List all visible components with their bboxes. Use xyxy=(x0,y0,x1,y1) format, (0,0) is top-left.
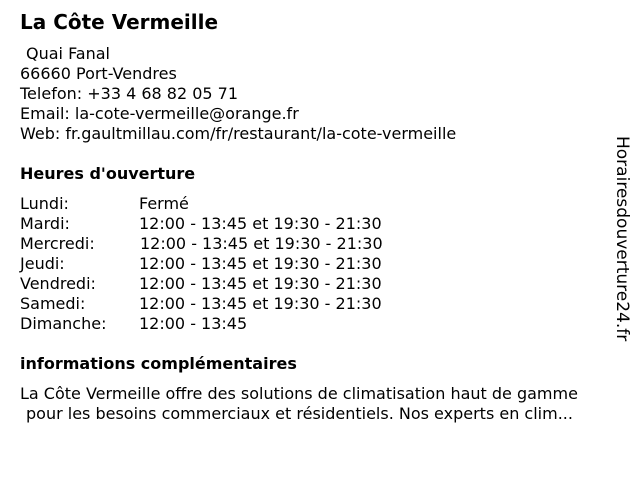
description-line: La Côte Vermeille offre des solutions de climatisation haut de gamme xyxy=(20,384,578,403)
hours-time: 12:00 - 13:45 et 19:30 - 21:30 xyxy=(139,254,382,273)
email-address: Email: la-cote-vermeille@orange.fr xyxy=(20,104,299,123)
hours-day: Mardi: xyxy=(20,214,70,233)
hours-time: Fermé xyxy=(139,194,189,213)
hours-time: 12:00 - 13:45 et 19:30 - 21:30 xyxy=(140,234,383,253)
site-watermark: Horairesdouverture24.fr xyxy=(612,136,632,342)
business-description xyxy=(20,384,578,424)
phone-number: Telefon: +33 4 68 82 05 71 xyxy=(20,84,239,103)
hours-time: 12:00 - 13:45 et 19:30 - 21:30 xyxy=(139,274,382,293)
hours-row-monday xyxy=(20,194,383,214)
address-street: Quai Fanal xyxy=(26,44,110,63)
contact-block xyxy=(20,44,456,144)
hours-row-tuesday xyxy=(20,214,383,234)
hours-day: Samedi: xyxy=(20,294,86,313)
hours-row-saturday xyxy=(20,294,383,314)
hours-day: Lundi: xyxy=(20,194,69,213)
hours-day: Vendredi: xyxy=(20,274,96,293)
hours-time: 12:00 - 13:45 et 19:30 - 21:30 xyxy=(139,294,382,313)
address-city: 66660 Port-Vendres xyxy=(20,64,177,83)
additional-info-heading: informations complémentaires xyxy=(20,354,297,373)
hours-row-wednesday xyxy=(20,234,383,254)
hours-day: Dimanche: xyxy=(20,314,107,333)
hours-row-thursday xyxy=(20,254,383,274)
hours-row-sunday xyxy=(20,314,383,334)
hours-time: 12:00 - 13:45 et 19:30 - 21:30 xyxy=(139,214,382,233)
description-line: pour les besoins commerciaux et résidentiels. Nos experts en clim... xyxy=(26,404,573,423)
hours-row-friday xyxy=(20,274,383,294)
opening-hours-table xyxy=(20,194,383,334)
opening-hours-heading: Heures d'ouverture xyxy=(20,164,196,183)
hours-day: Jeudi: xyxy=(20,254,65,273)
business-name: La Côte Vermeille xyxy=(20,10,219,34)
hours-time: 12:00 - 13:45 xyxy=(139,314,248,333)
website-url: Web: fr.gaultmillau.com/fr/restaurant/la-cote-vermeille xyxy=(20,124,457,143)
hours-day: Mercredi: xyxy=(20,234,95,253)
